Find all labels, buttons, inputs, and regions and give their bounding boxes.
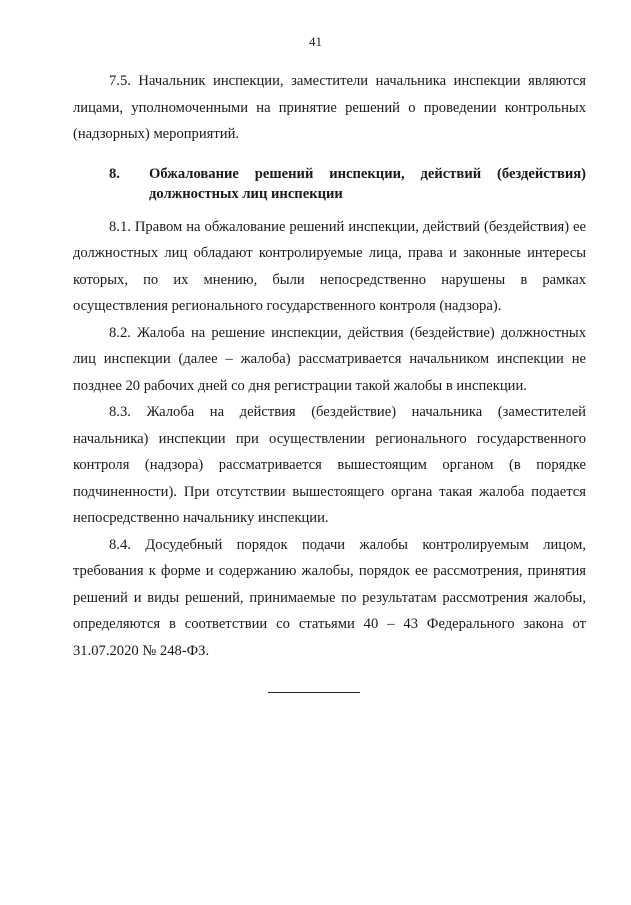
section-title: Обжалование решений инспекции, действий (бездействия) должностных лиц инспекции xyxy=(149,165,586,202)
paragraph-7-5: 7.5. Начальник инспекции, заместители начальника инспекции являются лицами, уполномоченными на принятие решений о проведении контрольных (надзорных) мероприятий. xyxy=(73,73,586,142)
page-number: 41 xyxy=(309,34,322,49)
closing-divider xyxy=(268,692,360,693)
paragraph-8-1: 8.1. Правом на обжалование решений инспекции, действий (бездействия) ее должностных лиц обладают контролируемые лица, права и законные интересы которых, по их мнению, были непосредственно нарушены в рамках осуществления регионального государственного контроля (надзора). xyxy=(73,218,586,314)
section-heading xyxy=(73,164,586,204)
paragraph-8-4: 8.4. Досудебный порядок подачи жалобы контролируемым лицом, требования к форме и содержанию жалобы, порядок ее рассмотрения, принятия решений и виды решений, принимаемые по результатам рассмотрения жалобы, определяются в соответствии со статьями 40 – 43 Федерального закона от 31.07.2020 № 248-ФЗ. xyxy=(73,536,586,659)
paragraph-8-2: 8.2. Жалоба на решение инспекции, действия (бездействие) должностных лиц инспекции (далее – жалоба) рассматривается начальником инспекции не позднее 20 рабочих дней со дня регистрации такой жалобы в инспекции. xyxy=(73,324,586,394)
section-number: 8. xyxy=(109,165,120,182)
paragraph-8-3: 8.3. Жалоба на действия (бездействие) начальника (заместителей начальника) инспекции при осуществлении регионального государственного контроля (надзора) рассматривается вышестоящим органом (в порядке подчиненности). При отсутствии вышестоящего органа такая жалоба подается непосредственно начальнику инспекции. xyxy=(73,404,586,526)
document-body xyxy=(73,68,586,664)
